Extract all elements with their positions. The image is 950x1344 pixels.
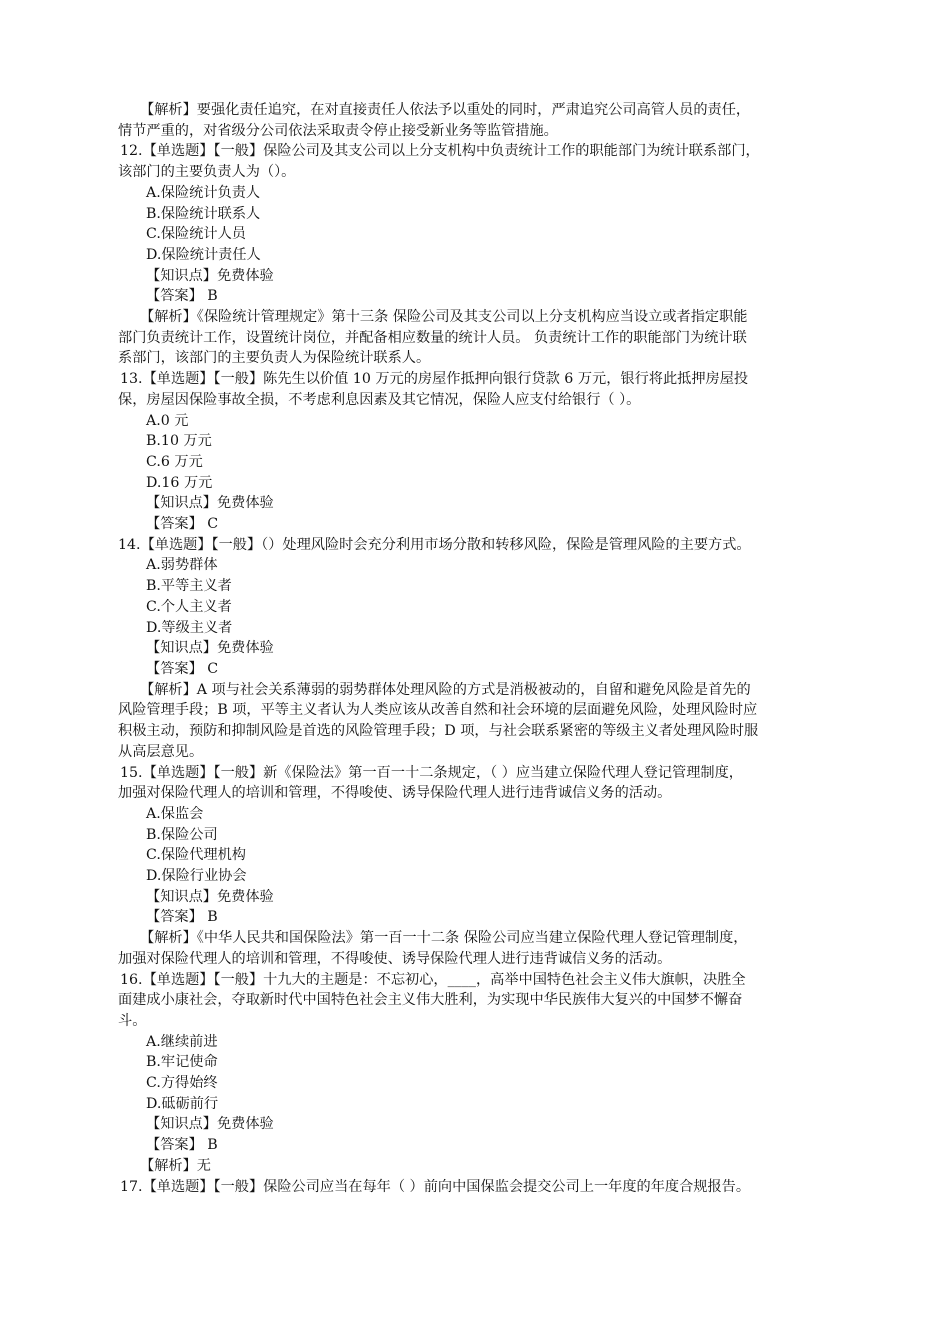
text-line: 该部门的主要负责人为（）。 (118, 164, 296, 181)
text-line: 【解析】无 (140, 1157, 211, 1174)
text-line: D.16 万元 (146, 474, 213, 491)
text-line: C.保险统计人员 (146, 226, 246, 243)
text-line: 【答案】 B (146, 909, 218, 926)
text-line: 【答案】 C (146, 516, 219, 533)
text-line: 17.【单选题】【一般】保险公司应当在每年（ ）前向中国保监会提交公司上一年度的年度合规报告。 (120, 1178, 751, 1195)
text-line: 加强对保险代理人的培训和管理，不得唆使、诱导保险代理人进行违背诚信义务的活动。 (118, 950, 672, 967)
text-line: 部门负责统计工作，设置统计岗位，并配备相应数量的统计人员。 负责统计工作的职能部门为统计联 (118, 329, 747, 346)
text-line: 【答案】 B (146, 1137, 218, 1154)
text-line: 【知识点】免费体验 (146, 495, 274, 512)
text-line: 【答案】 C (146, 660, 219, 677)
text-line: A.弱势群体 (146, 557, 218, 574)
text-line: 【知识点】免费体验 (146, 1116, 274, 1133)
text-line: A.0 元 (146, 412, 189, 429)
text-line: D.保险统计责任人 (146, 246, 261, 263)
text-line: 13.【单选题】【一般】陈先生以价值 10 万元的房屋作抵押向银行贷款 6 万元，银行将此抵押房屋投 (120, 371, 749, 388)
text-line: D.等级主义者 (146, 619, 233, 636)
text-line: 12.【单选题】【一般】保险公司及其支公司以上分支机构中负责统计工作的职能部门为统计联系部门， (120, 143, 760, 160)
text-line: 【答案】 B (146, 288, 218, 305)
text-line: A.保监会 (146, 805, 204, 822)
text-line: C.方得始终 (146, 1075, 218, 1092)
text-line: C.6 万元 (146, 453, 203, 470)
text-line: 【解析】要强化责任追究，在对直接责任人依法予以重处的同时，严肃追究公司高管人员的责任， (140, 102, 751, 118)
text-line: 面建成小康社会，夺取新时代中国特色社会主义伟大胜利，为实现中华民族伟大复兴的中国梦不懈奋 (118, 992, 743, 1009)
document-body (118, 100, 838, 1197)
text-line: D.保险行业协会 (146, 868, 247, 885)
text-line: 【解析】《中华人民共和国保险法》第一百一十二条 保险公司应当建立保险代理人登记管理制度， (140, 930, 748, 947)
text-line: 【知识点】免费体验 (146, 888, 274, 905)
text-line: B.牢记使命 (146, 1054, 218, 1071)
text-line: B.10 万元 (146, 433, 212, 450)
text-line: 【知识点】免费体验 (146, 267, 274, 284)
text-line: 从高层意见。 (118, 743, 204, 760)
text-line: 保，房屋因保险事故全损，不考虑利息因素及其它情况，保险人应支付给银行（ ）。 (118, 391, 641, 408)
text-line: 【解析】A 项与社会关系薄弱的弱势群体处理风险的方式是消极被动的，自留和避免风险是首先的 (140, 681, 751, 698)
text-line: 加强对保险代理人的培训和管理，不得唆使、诱导保险代理人进行违背诚信义务的活动。 (118, 785, 672, 802)
text-line: C.保险代理机构 (146, 847, 246, 864)
text-line: 【知识点】免费体验 (146, 640, 274, 657)
text-line: B.保险统计联系人 (146, 205, 261, 222)
text-line: 16.【单选题】【一般】十九大的主题是：不忘初心，____，高举中国特色社会主义伟大旗帜，决胜全 (120, 971, 746, 988)
text-line: A.保险统计负责人 (146, 184, 261, 201)
text-line: 15.【单选题】【一般】新《保险法》第一百一十二条规定，（ ）应当建立保险代理人登记管理制度， (120, 764, 743, 781)
text-line: D.砥砺前行 (146, 1095, 219, 1112)
text-line: 【解析】《保险统计管理规定》第十三条 保险公司及其支公司以上分支机构应当设立或者指定职能 (140, 309, 748, 326)
text-line: B.保险公司 (146, 826, 218, 843)
text-line: 14.【单选题】【一般】（）处理风险时会充分利用市场分散和转移风险，保险是管理风险的主要方式。 (118, 536, 751, 553)
text-line: 情节严重的，对省级分公司依法采取责令停止接受新业务等监管措施。 (118, 122, 558, 139)
text-line: B.平等主义者 (146, 578, 232, 595)
text-line: A.继续前进 (146, 1033, 218, 1050)
text-line: C.个人主义者 (146, 598, 232, 615)
text-line: 风险管理手段；B 项，平等主义者认为人类应该从改善自然和社会环境的层面避免风险，处理风险时应 (118, 702, 758, 719)
text-line: 积极主动，预防和抑制风险是首选的风险管理手段；D 项，与社会联系紧密的等级主义者处理风险时服 (118, 723, 759, 740)
text-line: 系部门，该部门的主要负责人为保险统计联系人。 (118, 350, 431, 367)
text-line: 斗。 (118, 1012, 147, 1029)
